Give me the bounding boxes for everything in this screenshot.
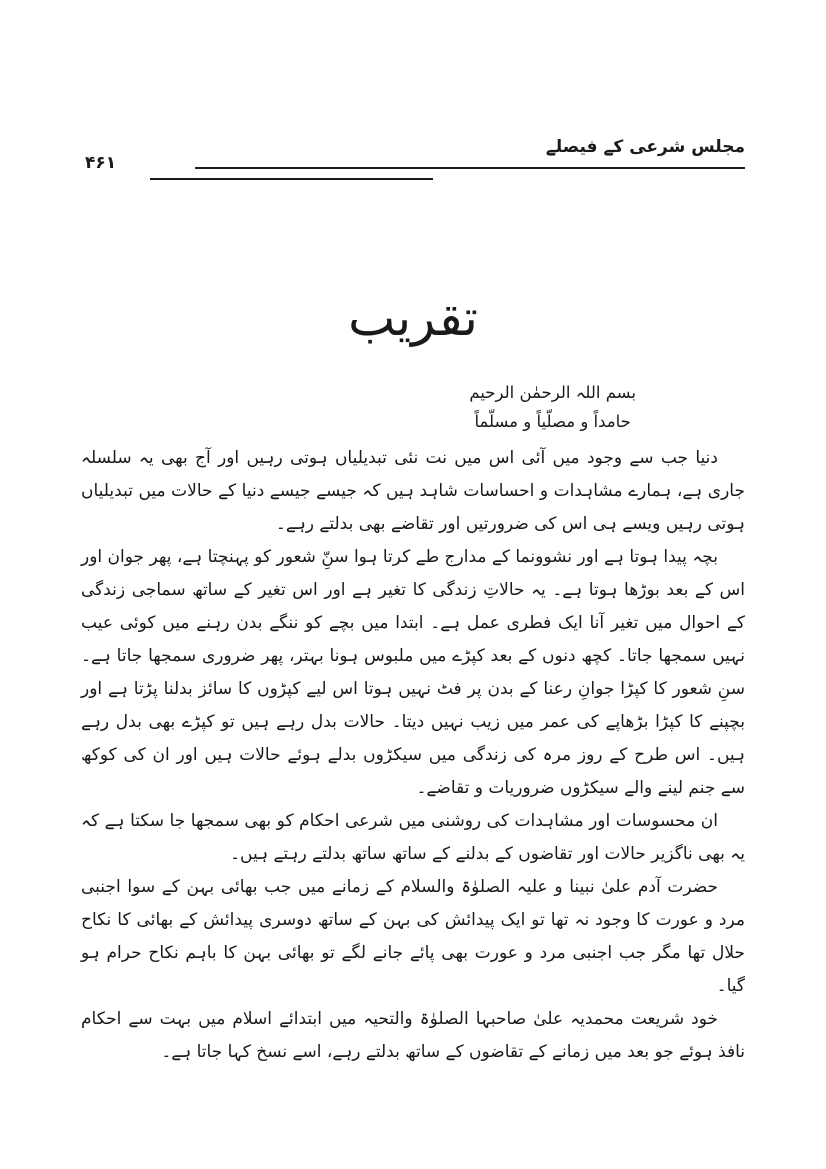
- hamd-line: حامداً و مصلّیاً و مسلّماً: [474, 412, 631, 431]
- paragraph: بچہ پیدا ہوتا ہے اور نشوونما کے مدارج طے کرتا ہوا سنِّ شعور کو پہنچتا ہے، پھر جوان اور اس کے بعد بوڑھا ہوتا ہے۔ یہ حالاتِ زندگی کا تغیر ہے اور اس تغیر کے ساتھ سماجی زندگی کے احوال میں تغیر آنا ایک فطری عمل ہے۔ ابتدا میں بچے کو ننگے بدن رہنے میں کوئی عیب نہیں سمجھا جاتا۔ کچھ دنوں کے بعد کپڑے میں ملبوس ہونا بہتر، پھر ضروری سمجھا جاتا ہے۔ سنِ شعور کا کپڑا جوانِ رعنا کے بدن پر فٹ نہیں ہوتا اس لیے کپڑوں کا سائز بدلنا پڑتا ہے اور بچپنے کا کپڑا بڑھاپے کی عمر میں زیب نہیں دیتا۔ حالات بدل رہے ہیں تو کپڑے بھی بدل رہے ہیں۔ اس طرح کے روز مرہ کی زندگی میں سیکڑوں بدلے ہوئے حالات ہیں اور ان کی کوکھ سے جنم لینے والے سیکڑوں ضروریات و تقاضے۔: [81, 547, 745, 798]
- basmala-line: بسم اللہ الرحمٰن الرحیم: [469, 383, 636, 402]
- page-number: ۴۶۱: [85, 153, 117, 173]
- chapter-title: تقریب: [348, 289, 478, 347]
- paragraph: حضرت آدم علیٰ نبینا و علیہ الصلوٰۃ والسلام کے زمانے میں جب بھائی بہن کے سوا اجنبی مرد و عورت کا وجود نہ تھا تو ایک پیدائش کی بہن کے ساتھ دوسری پیدائش کے بھائی کا نکاح حلال تھا مگر جب اجنبی مرد و عورت بھی پائے جانے لگے تو بھائی بہن کا باہم نکاح حرام ہو گیا۔: [81, 877, 745, 996]
- opening-invocation: [469, 378, 636, 436]
- body-text: [81, 442, 745, 1069]
- paragraph: خود شریعت محمدیہ علیٰ صاحبہا الصلوٰۃ والتحیہ میں ابتدائے اسلام میں بہت سے احکام نافذ ہوئے جو بعد میں زمانے کے تقاضوں کے ساتھ بدلتے رہے، اسے نسخ کہا جاتا ہے۔: [81, 1009, 745, 1062]
- header-rule-top: [195, 167, 745, 169]
- paragraph: ان محسوسات اور مشاہدات کی روشنی میں شرعی احکام کو بھی سمجھا جا سکتا ہے کہ یہ بھی ناگزیر حالات اور تقاضوں کے بدلنے کے ساتھ ساتھ بدلتے رہتے ہیں۔: [81, 811, 745, 864]
- running-header-book-title: مجلس شرعی کے فیصلے: [545, 137, 745, 157]
- paragraph: دنیا جب سے وجود میں آئی اس میں نت نئی تبدیلیاں ہوتی رہیں اور آج بھی یہ سلسلہ جاری ہے، ہمارے مشاہدات و احساسات شاہد ہیں کہ جیسے جیسے دنیا کے حالات میں تبدیلیاں ہوتی رہیں ویسے ہی اس کی ضرورتیں اور تقاضے بھی بدلتے رہے۔: [81, 448, 745, 534]
- header-rule-bottom: [150, 178, 433, 180]
